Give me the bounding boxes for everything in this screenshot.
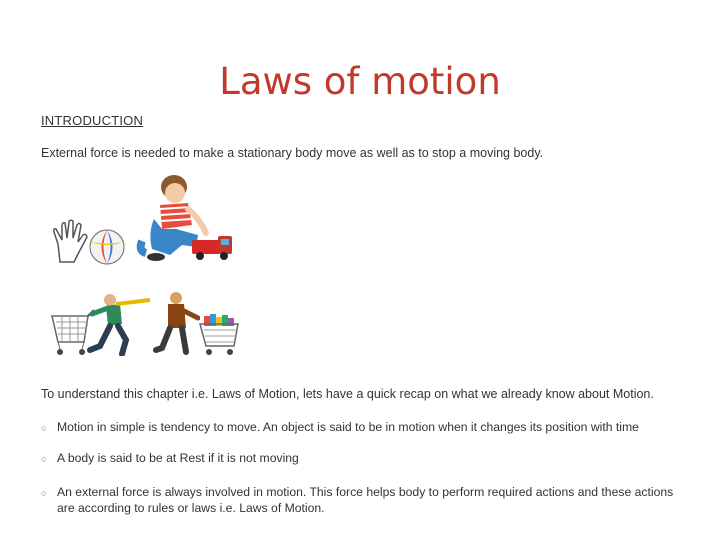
section-heading: INTRODUCTION — [41, 113, 144, 128]
recap-text: To understand this chapter i.e. Laws of Motion, lets have a quick recap on what we already know about Motion. — [41, 387, 654, 401]
running-man-icon — [86, 290, 152, 356]
hand-icon — [50, 218, 90, 266]
bullet-marker-icon: ○ — [41, 454, 47, 464]
intro-text: External force is needed to make a stationary body move as well as to stop a moving body. — [41, 146, 544, 160]
bullet-text: Motion in simple is tendency to move. An object is said to be in motion when it changes its position with time — [57, 420, 639, 434]
bullet-text: A body is said to be at Rest if it is not moving — [57, 451, 299, 465]
bullet-text: An external force is always involved in motion. This force helps body to perform required actions and these actions are according to rules or laws i.e. Laws of Motion. — [57, 485, 674, 515]
slide-title: Laws of motion — [219, 60, 501, 103]
loaded-cart-icon — [196, 312, 242, 358]
bullet-marker-icon: ○ — [41, 423, 47, 433]
bullet-marker-icon: ○ — [41, 488, 47, 498]
walking-man-icon — [152, 288, 200, 356]
beach-ball-icon — [88, 228, 126, 266]
toy-truck-icon — [190, 232, 238, 262]
